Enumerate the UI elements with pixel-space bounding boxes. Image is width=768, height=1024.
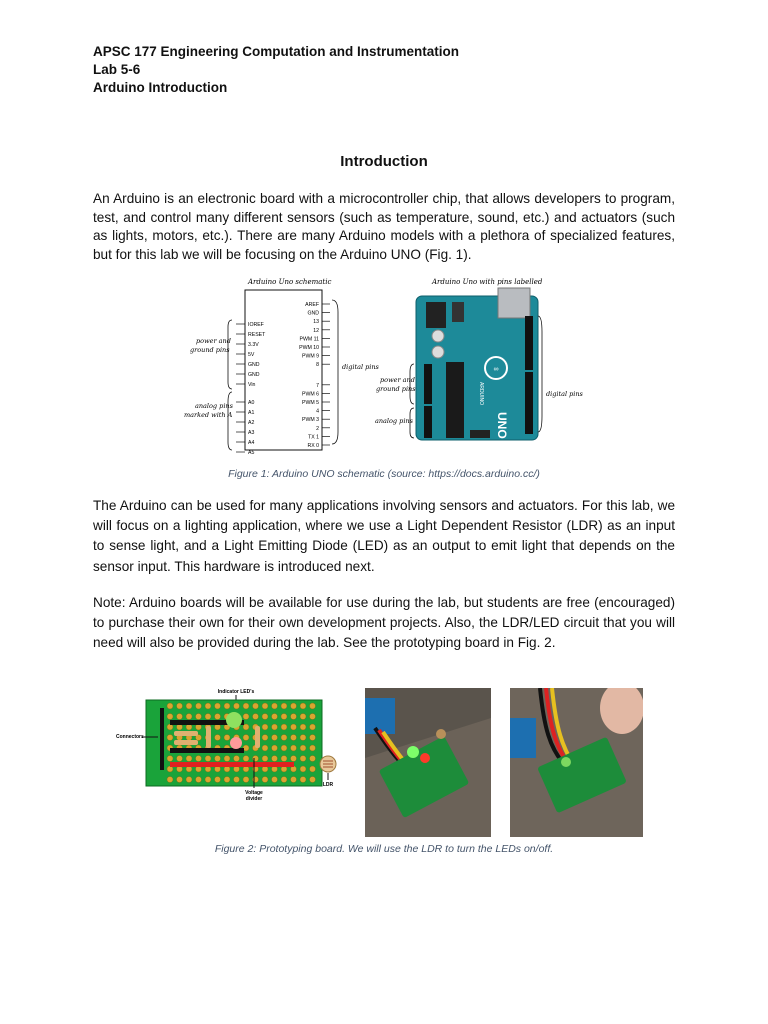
pcb-pad xyxy=(167,703,173,709)
pcb-pad xyxy=(310,724,316,730)
pcb-pad xyxy=(177,703,183,709)
lab-number: Lab 5-6 xyxy=(93,62,141,77)
pcb-pad xyxy=(205,756,211,762)
pcb-pad xyxy=(234,777,240,783)
figure-1-caption: Figure 1: Arduino UNO schematic (source: https://docs.arduino.cc/) xyxy=(228,468,540,480)
schematic-right-pin-label: PWM 10 xyxy=(299,345,319,351)
svg-text:∞: ∞ xyxy=(493,366,499,373)
board-power-bracket xyxy=(410,364,414,404)
pcb-pad xyxy=(253,756,259,762)
schematic-right-pin-label: PWM 9 xyxy=(301,353,319,360)
pcb-pad xyxy=(253,777,259,783)
board-digital-bracket xyxy=(538,316,542,432)
pcb-pad xyxy=(177,756,183,762)
pcb-pad xyxy=(196,714,202,720)
board-title: Arduino Uno with pins labelled xyxy=(432,278,543,286)
pcb-pad xyxy=(262,724,268,730)
pcb-pad xyxy=(291,724,297,730)
pcb-pad xyxy=(291,714,297,720)
pcb-pad xyxy=(291,756,297,762)
power-header xyxy=(424,364,432,404)
label-ldr: LDR xyxy=(322,782,334,788)
schematic-left-pin-label: GND xyxy=(248,362,260,368)
pcb-pad xyxy=(215,714,221,720)
pcb-pad xyxy=(253,714,259,720)
board-brand: UNO xyxy=(495,412,509,439)
photo-led-green xyxy=(407,746,419,758)
pcb-pad xyxy=(300,777,306,783)
pcb-pad xyxy=(310,735,316,741)
pcb-pad xyxy=(272,735,278,741)
pcb-pad xyxy=(300,714,306,720)
paragraph-intro: An Arduino is an electronic board with a microcontroller chip, that allows developers to program, test, and control many different sensors (such as temperature, sound, etc.) and actuators (such as lights, motors, etc.). There are many Arduino models with a plethora of specialized features, but for this lab we will be focusing on the Arduino UNO (Fig. 1). xyxy=(93,191,675,262)
pcb-pad xyxy=(205,777,211,783)
schematic-left-pin-label: GND xyxy=(248,372,260,378)
pcb-pad xyxy=(281,756,287,762)
pcb-pad xyxy=(300,745,306,751)
schematic-left-pin-label: A2 xyxy=(248,420,255,426)
pcb-pad xyxy=(272,745,278,751)
usb-port xyxy=(498,288,530,318)
pcb-pad xyxy=(253,703,259,709)
pcb-pad xyxy=(281,745,287,751)
resistor-4 xyxy=(255,726,260,748)
pcb-pad xyxy=(300,766,306,772)
figure-2-caption: Figure 2: Prototyping board. We will use the LDR to turn the LEDs on/off. xyxy=(214,843,554,855)
pcb-pad xyxy=(272,724,278,730)
pcb-pad xyxy=(243,714,249,720)
board-arduino-text: ARDUINO xyxy=(478,382,484,406)
digital-header-2 xyxy=(525,372,533,434)
pcb-pad xyxy=(177,777,183,783)
figure-2-photo-board-leds-on xyxy=(365,688,491,837)
red-trace xyxy=(170,762,294,767)
photo2-led-green xyxy=(561,757,571,767)
schematic-right-pin-label: PWM 5 xyxy=(301,400,319,406)
schematic-right-pin-label: 13 xyxy=(313,319,319,326)
schematic-left-pin-label: A3 xyxy=(248,430,255,436)
pcb-pad xyxy=(167,756,173,762)
label-analog-line1: analog pins xyxy=(195,402,233,410)
lab-topic: Arduino Introduction xyxy=(93,80,228,95)
schematic-title: Arduino Uno schematic xyxy=(248,278,332,286)
pcb-pad xyxy=(196,756,202,762)
pcb-pad xyxy=(243,735,249,741)
pcb-pad xyxy=(291,703,297,709)
photo2-arduino-corner xyxy=(510,718,536,758)
schematic-right-pin-label: 2 xyxy=(316,425,319,432)
pcb-pad xyxy=(167,735,173,741)
photo-ldr xyxy=(436,729,446,739)
pcb-pad xyxy=(291,777,297,783)
pcb-pad xyxy=(272,714,278,720)
pcb-pad xyxy=(224,703,230,709)
resistor-3 xyxy=(206,726,211,748)
pcb-pad xyxy=(234,703,240,709)
pcb-pad xyxy=(224,756,230,762)
pcb-pad xyxy=(262,745,268,751)
pcb-pad xyxy=(243,756,249,762)
power-jack xyxy=(426,302,446,328)
pcb-pad xyxy=(272,703,278,709)
pcb-pad xyxy=(186,714,192,720)
schematic-right-pin-label: 8 xyxy=(316,362,319,369)
label-power-line1: power and xyxy=(196,337,231,345)
pcb-pad xyxy=(224,777,230,783)
schematic-left-pin-label: A0 xyxy=(248,400,255,406)
pcb-pad xyxy=(167,714,173,720)
pcb-pad xyxy=(196,777,202,783)
section-title: Introduction xyxy=(340,153,428,170)
board-label-digital: digital pins xyxy=(546,390,583,398)
digital-bracket xyxy=(332,300,338,444)
pcb-pad xyxy=(281,714,287,720)
led-red xyxy=(230,737,242,749)
label-divider-line1: Voltage xyxy=(245,790,263,796)
pcb-pad xyxy=(215,777,221,783)
schematic-left-pin-label: A1 xyxy=(248,410,255,416)
pcb-pad xyxy=(205,714,211,720)
pcb-pad xyxy=(310,777,316,783)
pcb-pad xyxy=(272,756,278,762)
schematic-left-pin-label: 5V xyxy=(248,352,255,358)
pcb-pad xyxy=(281,724,287,730)
pcb-pad xyxy=(167,777,173,783)
pcb-pad xyxy=(300,703,306,709)
pcb-pad xyxy=(291,745,297,751)
pcb-pad xyxy=(205,703,211,709)
pcb-pad xyxy=(215,703,221,709)
resistor-2 xyxy=(174,740,198,745)
photo-led-red xyxy=(420,753,430,763)
analog-header xyxy=(424,406,432,438)
paragraph-note: Note: Arduino boards will be available for use during the lab, but students are free (encouraged) to purchase their own for their own development projects. Also, the LDR/LED circuit that you will need will also be provided during the lab. See the prototyping board in Fig. 2. xyxy=(93,595,675,651)
schematic-right-pin-label: PWM 3 xyxy=(301,417,319,424)
board-label-power-line2: ground pins xyxy=(376,385,416,393)
pcb-pad xyxy=(196,703,202,709)
figure-1-arduino-schematic xyxy=(180,272,590,458)
figure-2-photo-board-finger xyxy=(510,688,643,837)
schematic-right-pin-label: 12 xyxy=(313,327,319,334)
pcb-pad xyxy=(224,735,230,741)
power-bracket xyxy=(228,320,232,389)
capacitor-2 xyxy=(432,346,444,358)
pcb-pad xyxy=(243,703,249,709)
label-indicator-leds: Indicator LED's xyxy=(217,689,255,695)
microcontroller-chip xyxy=(446,362,464,438)
schematic-right-pin-label: 7 xyxy=(316,382,319,389)
paragraph-applications: The Arduino can be used for many applications involving sensors and actuators. For this lab, we will focus on a lighting application, where we use a Light Dependent Resistor (LDR) as an input to sense light, and a Light Emitting Diode (LED) as an output to emit light that depends on the sensor input. This hardware is introduced next. xyxy=(93,498,675,574)
schematic-left-pin-label: 3.3V xyxy=(248,342,259,348)
pcb-pad xyxy=(281,777,287,783)
pcb-pad xyxy=(300,735,306,741)
resistor-1 xyxy=(174,731,198,736)
schematic-left-pin-label: A4 xyxy=(248,440,255,446)
pcb-pad xyxy=(234,756,240,762)
pcb-pad xyxy=(310,766,316,772)
pcb-pad xyxy=(300,756,306,762)
pcb-pad xyxy=(281,735,287,741)
schematic-left-pin-label: Vin xyxy=(248,382,256,388)
pcb-pad xyxy=(262,714,268,720)
board-label-analog: analog pins xyxy=(375,417,413,425)
icsp-header xyxy=(470,430,490,438)
schematic-right-pin-label: PWM 6 xyxy=(301,391,319,398)
pcb-pad xyxy=(291,735,297,741)
capacitor-1 xyxy=(432,330,444,342)
pcb-pad xyxy=(281,703,287,709)
pcb-pad xyxy=(262,735,268,741)
pcb-pad xyxy=(262,703,268,709)
regulator xyxy=(452,302,464,322)
pcb-pad xyxy=(310,714,316,720)
pcb-pad xyxy=(262,777,268,783)
label-power-line2: ground pins xyxy=(190,346,230,354)
pcb-pad xyxy=(186,756,192,762)
schematic-left-pin-label: A5 xyxy=(248,450,255,456)
pcb-pad xyxy=(177,714,183,720)
black-trace-2 xyxy=(170,748,244,753)
pcb-pad xyxy=(310,703,316,709)
schematic-right-pin-label: PWM 11 xyxy=(299,336,319,343)
label-connectors: Connectors xyxy=(116,734,144,740)
schematic-right-pin-label: GND xyxy=(307,310,319,317)
pcb-pad xyxy=(300,724,306,730)
label-divider-line2: divider xyxy=(245,796,263,802)
schematic-right-pin-label: TX 1 xyxy=(308,434,319,441)
course-title: APSC 177 Engineering Computation and Instrumentation xyxy=(93,44,460,59)
pcb-pad xyxy=(215,735,221,741)
connector-strip xyxy=(160,708,164,770)
pcb-pad xyxy=(243,777,249,783)
analog-bracket xyxy=(228,392,232,450)
pcb-pad xyxy=(310,745,316,751)
pcb-pad xyxy=(186,703,192,709)
pcb-pad xyxy=(262,756,268,762)
schematic-left-pin-label: IOREF xyxy=(248,322,264,328)
schematic-right-pin-label: RX 0 xyxy=(307,443,319,449)
schematic-right-pin-label: AREF xyxy=(305,302,319,308)
pcb-pad xyxy=(310,756,316,762)
digital-header-1 xyxy=(525,316,533,370)
led-green xyxy=(226,712,242,728)
label-digital: digital pins xyxy=(342,363,379,371)
photo-arduino-corner xyxy=(365,698,395,734)
pcb-pad xyxy=(186,777,192,783)
schematic-left-pin-label: RESET xyxy=(248,332,266,338)
schematic-right-pin-label: 4 xyxy=(316,408,319,415)
pcb-pad xyxy=(272,777,278,783)
pcb-pad xyxy=(215,756,221,762)
board-label-power-line1: power and xyxy=(380,376,415,384)
label-analog-line2: marked with A xyxy=(184,411,233,419)
figure-2-prototyping-diagram xyxy=(112,686,346,806)
